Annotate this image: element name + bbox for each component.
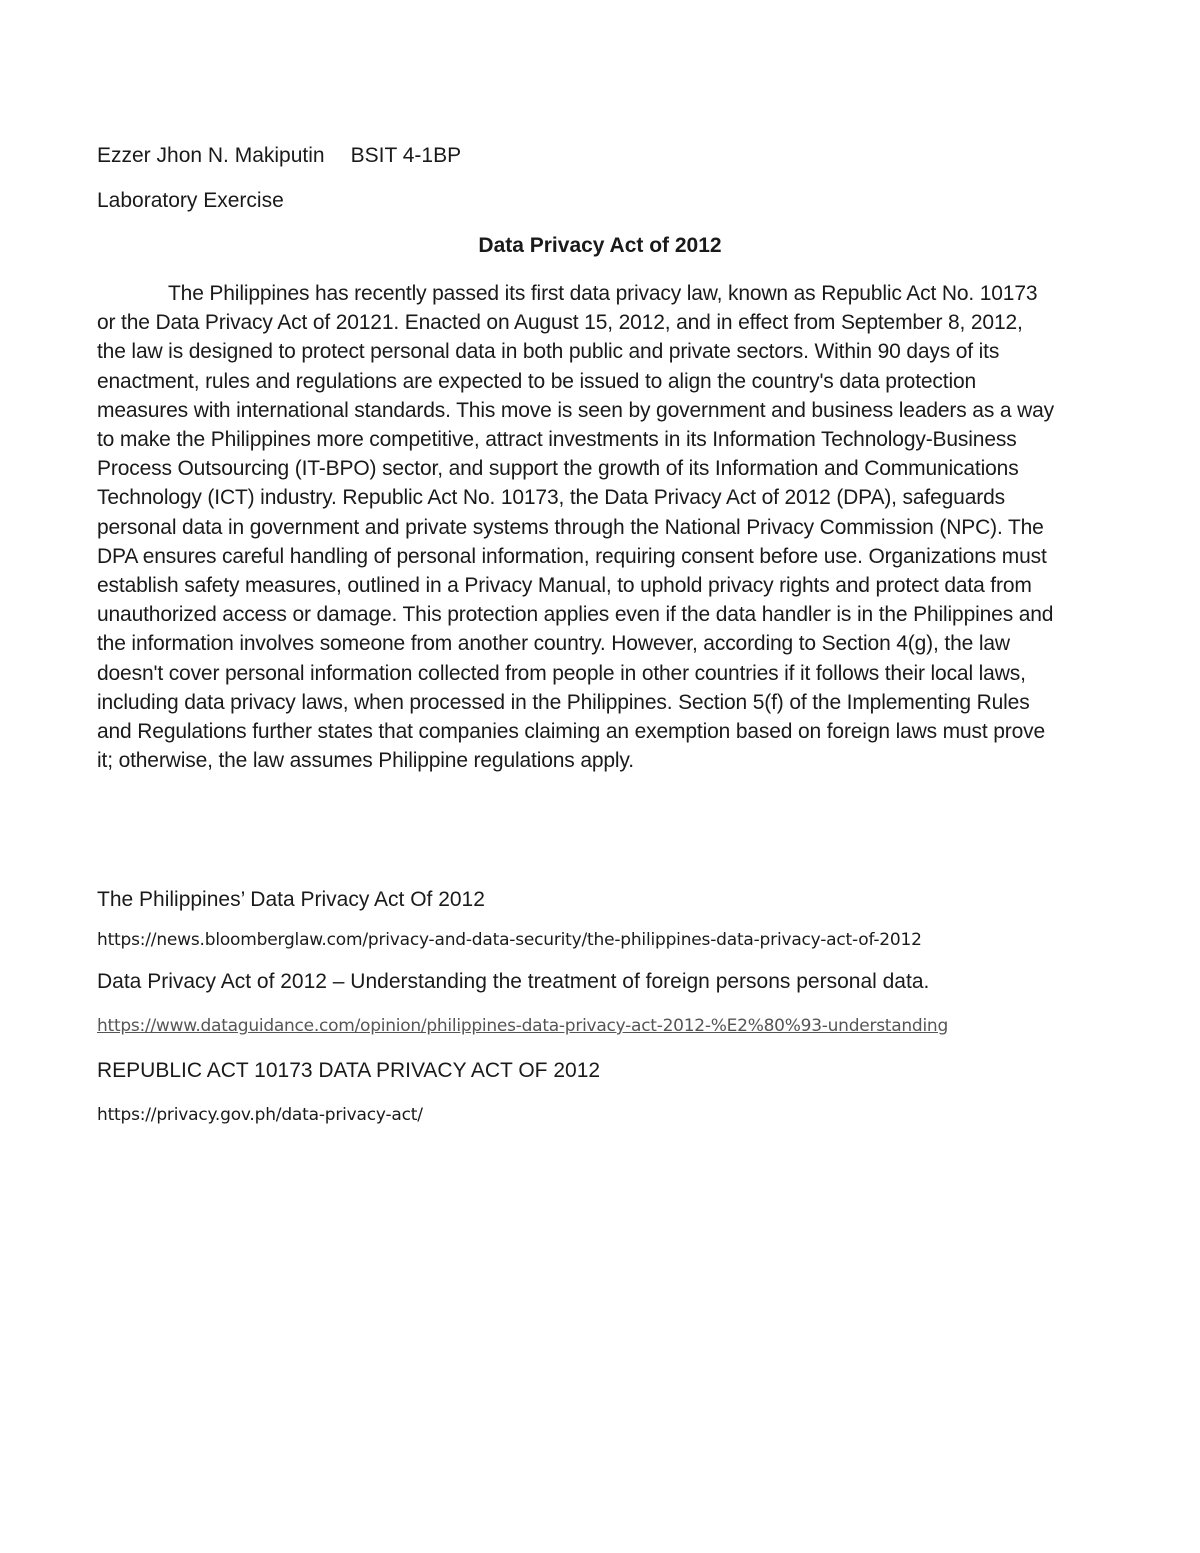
activity-label: Laboratory Exercise [97,189,284,212]
program-section: BSIT 4-1BP [350,144,462,167]
author-line [97,143,461,169]
document-title: Data Privacy Act of 2012 [478,234,722,257]
reference-title: The Philippines’ Data Privacy Act Of 2012 [97,888,485,911]
student-name: Ezzer Jhon N. Makiputin [97,144,325,167]
reference-title: Data Privacy Act of 2012 – Understanding the treatment of foreign persons personal data. [97,970,930,993]
reference-link[interactable]: https://privacy.gov.ph/data-privacy-act/ [97,1105,423,1125]
reference-title: REPUBLIC ACT 10173 DATA PRIVACY ACT OF 2012 [97,1059,601,1082]
reference-link[interactable]: https://www.dataguidance.com/opinion/philippines-data-privacy-act-2012-%E2%80%93-understanding [97,1016,948,1036]
body-paragraph: The Philippines has recently passed its first data privacy law, known as Republic Act No. 10173 or the Data Privacy Act of 20121. Enacted on August 15, 2012, and in effect from September 8, 2012, the law is designed to protect personal data in both public and private sectors. Within 90 days of its enactment, rules and regulations are expected to be issued to align the country's data protection measures with international standards. This move is seen by government and business leaders as a way to make the Philippines more competitive, attract investments in its Information Technology-Business Process Outsourcing (IT-BPO) sector, and support the growth of its Information and Communications Technology (ICT) industry. Republic Act No. 10173, the Data Privacy Act of 2012 (DPA), safeguards personal data in government and private systems through the National Privacy Commission (NPC). The DPA ensures careful handling of personal information, requiring consent before use. Organizations must establish safety measures, outlined in a Privacy Manual, to uphold privacy rights and protect data from unauthorized access or damage. This protection applies even if the data handler is in the Philippines and the information involves someone from another country. However, according to Section 4(g), the law doesn't cover personal information collected from people in other countries if it follows their local laws, including data privacy laws, when processed in the Philippines. Section 5(f) of the Implementing Rules and Regulations further states that companies claiming an exemption based on foreign laws must prove it; otherwise, the law assumes Philippine regulations apply. [97,282,1054,773]
reference-link[interactable]: https://news.bloomberglaw.com/privacy-and-data-security/the-philippines-data-privacy-act-of-2012 [97,930,922,950]
